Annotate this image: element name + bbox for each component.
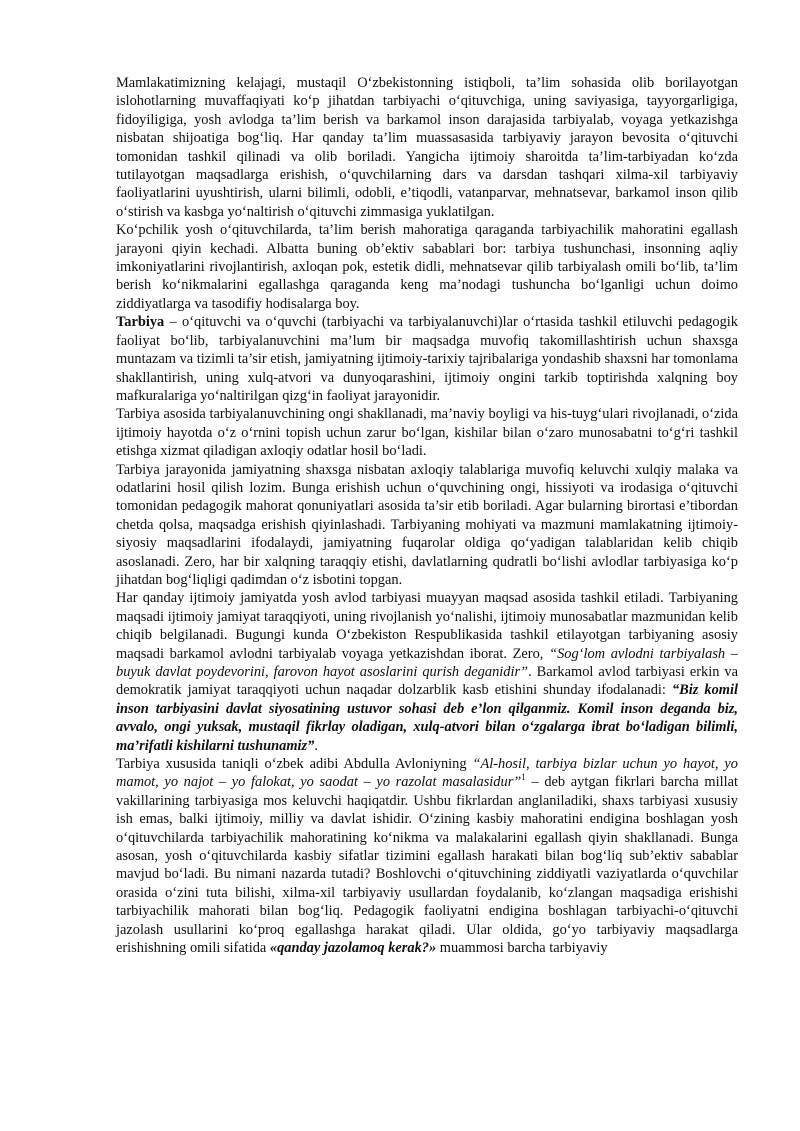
- paragraph-7: [116, 755, 738, 957]
- paragraph-6-text-b: . Barkamol avlod tarbiyasi erkin va demokratik jamiyat taraqqiyoti uchun naqadar dolzarblik kasb etishini shunday ifodalanadi:: [116, 664, 738, 699]
- paragraph-3-text: – o‘qituvchi va o‘quvchi (tarbiyachi va tarbiyalanuvchi)lar o‘rtasida tashkil etiluvchi pedagogik faoliyat bo‘lib, tarbiyalanuvchini ma’lum bir maqsadga muvofiq takomillashtirish uchun shaxsga muntazam va tizimli ta’sir etish, jamiyatning ijtimoiy-tarixiy tajribalariga yondashib shaxsni har tomonlama shakllantirish, uning xulq-atvori va dunyoqarashini, ijtimoiy ongini tarkib toptirishda xalqning boy mafkuralariga yo‘naltirilgan qizg‘in faoliyat jarayonidir.: [116, 314, 738, 404]
- paragraph-1: Mamlakatimizning kelajagi, mustaqil O‘zbekistonning istiqboli, ta’lim sohasida olib borilayotgan islohotlarning muvaffaqiyati ko‘p jihatdan tarbiyachi o‘qituvchiga, uning saviyasiga, tayyorgarligiga, fidoyiligiga, yosh avlodga ta’lim berish va barkamol inson darajasida tarbiyalab, voyaga yetkazishga nisbatan shijoatiga bog‘liq. Har qanday ta’lim muassasasida tarbiyaviy jarayon bevosita o‘qituvchi tomonidan tashkil qilinadi va olib boriladi. Yangicha ijtimoiy sharoitda ta’lim-tarbiyadan ko‘zda tutilayotgan maqsadlarga erishish, o‘quvchilarning dars va darsdan tashqari xilma-xil tarbiyaviy faoliyatlarini uyushtirish, ularni bilimli, odobli, e’tiqodli, vatanparvar, mehnatsevar, barkamol inson qilib o‘stirish va kasbga yo‘naltirish o‘qituvchi zimmasiga yuklatilgan.: [116, 75, 738, 220]
- paragraph-7-text-a: Tarbiya xususida taniqli o‘zbek adibi Abdulla Avloniyning: [116, 756, 473, 773]
- term-tarbiya: Tarbiya: [116, 314, 165, 331]
- paragraph-2: Ko‘pchilik yosh o‘qituvchilarda, ta’lim berish mahoratiga qaraganda tarbiyachilik mahoratini egallash jarayoni qiyin kechadi. Albatta buning ob’ektiv sabablari bor: tarbiya tushunchasi, insonning aqliy imkoniyatlarini rivojlantirish, axloqan pok, estetik didli, mehnatsevar qilib tarbiyalash omili bo‘lib, ta’lim berish ko‘nikmalarini egallashga qaraganda keng ma’nodagi tushuncha bo‘lganligi uchun doimo ziddiyatlarga va tasodifiy hodisalarga boy.: [116, 222, 738, 312]
- document-body: [116, 74, 738, 958]
- paragraph-3: [116, 313, 738, 405]
- quote-komil-inson: “Biz komil inson tarbiyasini davlat siyosatining ustuvor sohasi deb e’lon qilganmiz. Komil inson deganda biz, avvalo, ongi yuksak, mustaqil fikrlay oladigan, xulq-atvori bilan o‘zgalarga ibrat bo‘ladigan bilimli, ma’rifatli kishilarni tushunamiz”: [116, 682, 738, 754]
- paragraph-6-text-c: .: [314, 737, 318, 754]
- paragraph-6-text-a: Har qanday ijtimoiy jamiyatda yosh avlod tarbiyasi muayyan maqsad asosida tashkil etiladi. Tarbiyaning maqsadi ijtimoiy jamiyat taraqqiyoti, uning rivojlanish yo‘nalishi, ijtimoiy munosabatlar mazmunidan kelib chiqib belgilanadi. Bugungi kunda O‘zbekiston Respublikasida tashkil etilayotgan tarbiyaning asosiy maqsadi barkamol avlodni tarbiyalab voyaga yetkazishdan iborat. Zero,: [116, 590, 738, 662]
- paragraph-7-text-b: – deb aytgan fikrlari barcha millat vakillarining tarbiyasiga mos keluvchi haqiqatdir. Ushbu fikrlardan anglaniladiki, shaxs tarbiyasi xususiy ish emas, balki ijtimoiy, milliy va davlat ishidir. O‘zining kasbiy mahoratini endigina boshlagan yosh o‘qituvchilarda tarbiyachilik mahoratining ko‘nikma va malakalarini egallash qiyin shakllanadi. Bunga asosan, yosh o‘qituvchilarda kasbiy sifatlar tizimini egallash harakati bilan bog‘liq sub’ektiv sabablar mavjud bo‘ladi. Bu nimani nazarda tutadi? Boshlovchi o‘qituvchining ziddiyatli vaziyatlarda o‘quvchilar orasida o‘zini tuta bilishi, xilma-xil tarbiyaviy usullardan foydalanib, ko‘zlangan maqsadiga erishishi tarbiyachilik mahorati bilan bog‘liq. Pedagogik faoliyatni endigina boshlagan tarbiyachi-o‘qituvchi jazolash usullarini ko‘proq egallashga harakat qiladi. Ular oldida, go‘yo tarbiyaviy maqsadlarga erishishning omili sifatida: [116, 774, 738, 957]
- paragraph-5: Tarbiya jarayonida jamiyatning shaxsga nisbatan axloqiy talablariga muvofiq keluvchi xulqiy malaka va odatlarini hosil qilish lozim. Bunga erishish uchun o‘quvchining ongi, hissiyoti va irodasiga o‘qituvchi tomonidan pedagogik mahorat qonuniyatlari asosida ta’sir etib boriladi. Agar bularning birortasi e’tibordan chetda qolsa, maqsadga erishish qiyinlashadi. Tarbiyaning mohiyati va mazmuni mamlakatning ijtimoiy-siyosiy maqsadlarini ifodalaydi, jamiyatning fuqarolar oldiga qo‘yadigan talablaridan kelib chiqib asoslanadi. Zero, har bir xalqning taraqqiy etishi, davlatlarning qudratli bo‘lishi avlodlar tarbiyasiga ko‘p jihatdan bog‘liqligi qadimdan o‘z isbotini topgan.: [116, 461, 738, 588]
- paragraph-6: [116, 589, 738, 755]
- paragraph-4: Tarbiya asosida tarbiyalanuvchining ongi shakllanadi, ma’naviy boyligi va his-tuyg‘ulari rivojlanadi, o‘zida ijtimoiy hayotda o‘z o‘rnini topish uchun zarur bo‘lgan, kishilar bilan o‘zaro munosabatni to‘g‘ri tashkil etishga xizmat qiladigan axloqiy odatlar hosil bo‘ladi.: [116, 406, 738, 460]
- footnote-marker[interactable]: 1: [521, 772, 526, 783]
- quote-sog-lom-avlod: “Sog‘lom avlodni tarbiyalash – buyuk davlat poydevorini, farovon hayot asoslarini qurish deganidir”: [116, 645, 738, 680]
- emphasis-qanday-jazolamoq: «qanday jazolamoq kerak?»: [269, 940, 437, 957]
- paragraph-7-text-c: muammosi barcha tarbiyaviy: [436, 940, 608, 957]
- quote-avloniy: “Al-hosil, tarbiya bizlar uchun yo hayot, yo mamot, yo najot – yo falokat, yo saodat – yo razolat masalasidur”: [116, 756, 738, 791]
